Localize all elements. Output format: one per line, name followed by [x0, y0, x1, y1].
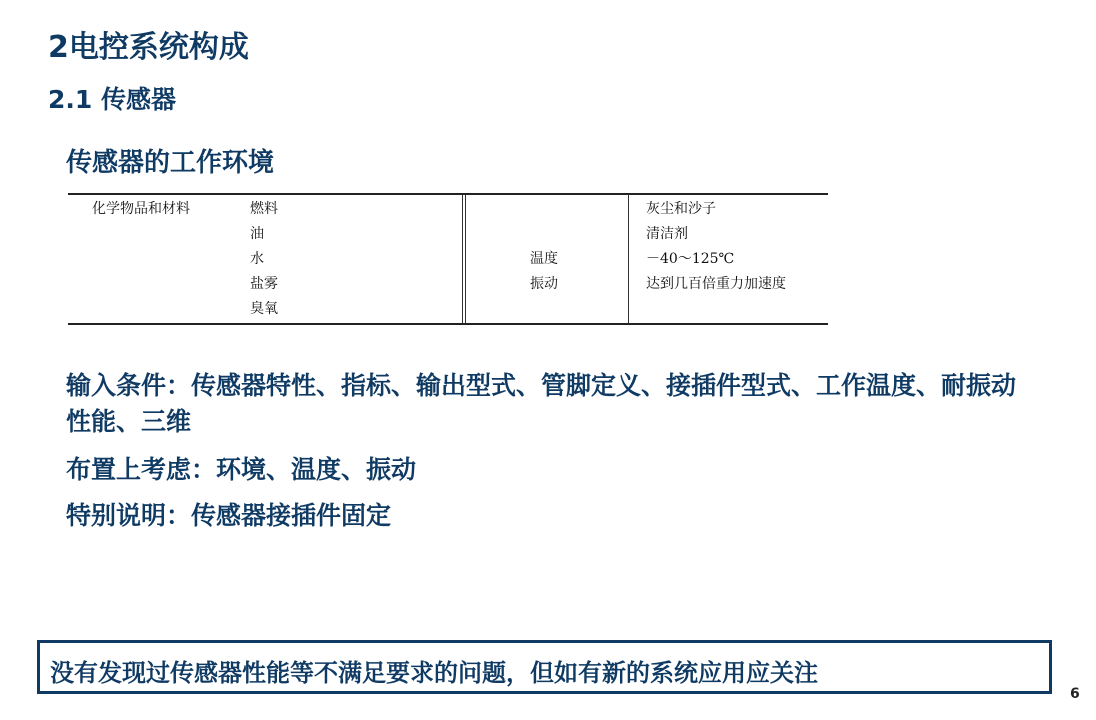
table-chemical-item: 水 [250, 251, 264, 267]
table-detail-item: 灰尘和沙子 [646, 201, 716, 217]
table-conditions-cell [530, 247, 558, 297]
table-divider [462, 195, 463, 323]
table-chemical-item: 盐雾 [250, 276, 278, 292]
slide-subtitle: 2.1 传感器 [48, 85, 176, 114]
table-details-cell [646, 197, 786, 297]
input-conditions-text: 输入条件：传感器特性、指标、输出型式、管脚定义、接插件型式、工作温度、耐振动性能、三维 [66, 371, 1017, 436]
callout-text: 没有发现过传感器性能等不满足要求的问题，但如有新的系统应用应关注 [50, 659, 818, 687]
table-category-label: 化学物品和材料 [92, 201, 190, 217]
table-detail-item: 达到几百倍重力加速度 [646, 276, 786, 292]
environment-table [68, 193, 828, 325]
table-chemicals-cell [250, 197, 278, 322]
table-divider [465, 195, 466, 323]
table-chemical-item: 臭氧 [250, 301, 278, 317]
table-detail-item: 清洁剂 [646, 226, 688, 242]
table-chemical-item: 燃料 [250, 201, 278, 217]
table-chemical-item: 油 [250, 226, 264, 242]
table-condition-item: 温度 [530, 251, 558, 267]
table-category-cell [92, 197, 190, 222]
section-heading: 传感器的工作环境 [66, 148, 275, 178]
layout-considerations-text: 布置上考虑：环境、温度、振动 [66, 455, 417, 484]
table-detail-item: －40～125℃ [646, 251, 735, 267]
table-divider [628, 195, 629, 323]
special-note-text: 特别说明：传感器接插件固定 [66, 501, 392, 530]
callout-box [37, 640, 1052, 694]
slide-title: 2电控系统构成 [48, 30, 249, 65]
page-number: 6 [1070, 686, 1080, 702]
table-condition-item: 振动 [530, 276, 558, 292]
